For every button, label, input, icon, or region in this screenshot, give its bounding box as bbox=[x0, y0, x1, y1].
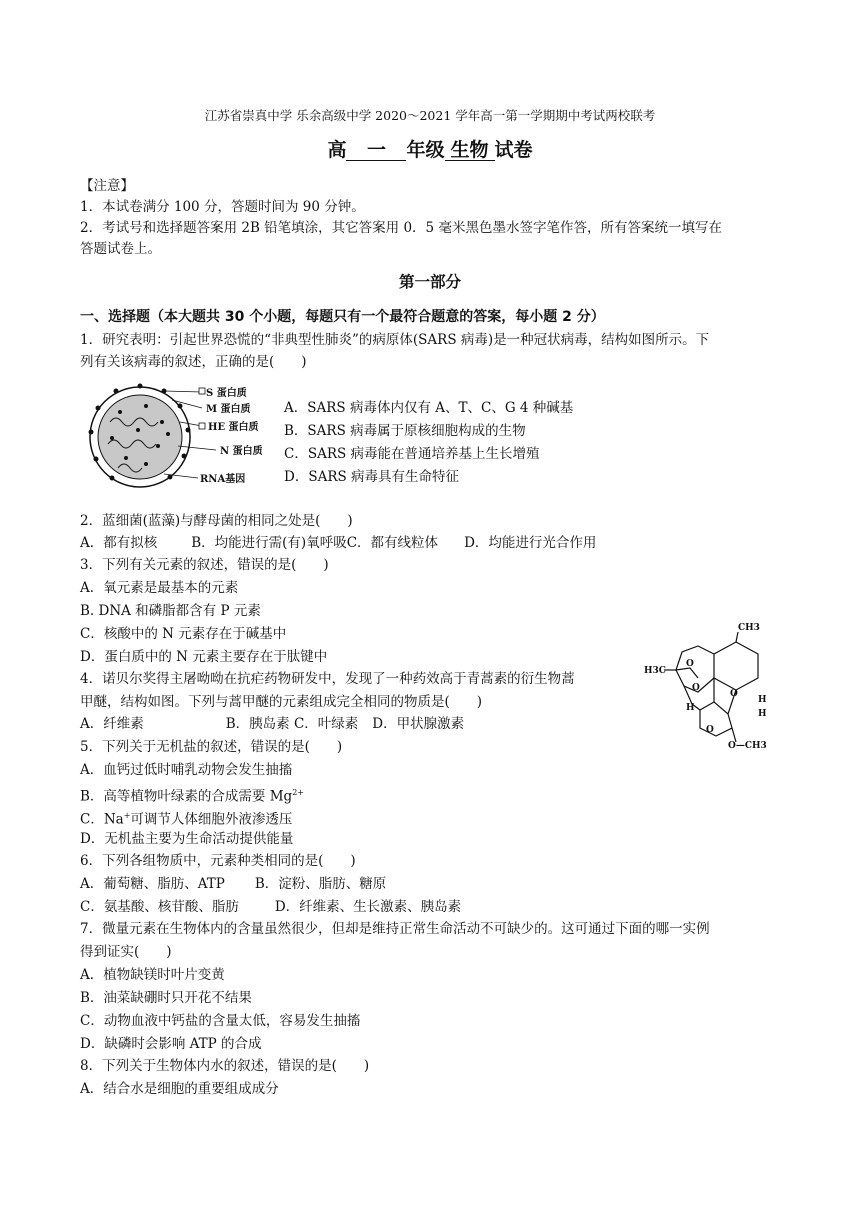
q7-option-d: D．缺磷时会影响 ATP 的合成 bbox=[80, 1036, 262, 1052]
q1-option-a: A．SARS 病毒体内仅有 A、T、C、G 4 种碱基 bbox=[284, 400, 574, 416]
chem-label-o3: O bbox=[706, 725, 714, 735]
q4-option-bc: B．胰岛素 C．叶绿素 bbox=[225, 716, 359, 732]
artemether-structure-figure bbox=[640, 616, 790, 756]
q7-option-a: A．植物缺镁时叶片变黄 bbox=[80, 967, 225, 983]
q1-stem-line1: 1．研究表明：引起世界恐慌的“非典型性肺炎”的病原体(SARS 病毒)是一种冠状病毒，结构如图所示。下 bbox=[80, 332, 710, 348]
notice-item-1: 1．本试卷满分 100 分，答题时间为 90 分钟。 bbox=[80, 199, 365, 215]
q5-option-c-sup: + bbox=[123, 811, 131, 820]
q7-stem-line2: 得到证实( ) bbox=[80, 944, 172, 960]
q1-option-c: C．SARS 病毒能在普通培养基上生长增殖 bbox=[284, 446, 540, 462]
q5-option-a: A．血钙过低时哺乳动物会发生抽搐 bbox=[80, 762, 293, 778]
q6-option-d: D．纤维素、生长激素、胰岛素 bbox=[274, 899, 462, 915]
q1-option-b: B．SARS 病毒属于原核细胞构成的生物 bbox=[284, 423, 526, 439]
q6-option-b: B．淀粉、脂肪、糖原 bbox=[254, 876, 387, 892]
q6-option-a: A．葡萄糖、脂肪、ATP bbox=[80, 876, 225, 892]
q5-option-b-sup: 2+ bbox=[292, 788, 304, 797]
part-title: 第一部分 bbox=[398, 273, 461, 291]
q6-stem: 6．下列各组物质中，元素种类相同的是( ) bbox=[80, 853, 356, 869]
q2-option-a: A．都有拟核 bbox=[80, 535, 158, 551]
q5-option-b bbox=[80, 783, 304, 807]
chem-label-o2: O bbox=[692, 683, 700, 693]
notice-item-2-cont: 答题试卷上。 bbox=[80, 241, 161, 257]
notice-item-2: 2．考试号和选择题答案用 2B 铅笔填涂，其它答案用 0．5 毫米黑色墨水签字笔作答，所有答案统一填写在 bbox=[80, 220, 722, 236]
q8-option-a: A．结合水是细胞的重要组成成分 bbox=[80, 1081, 279, 1097]
q5-option-b-text: B．高等植物叶绿素的合成需要 Mg bbox=[80, 788, 293, 805]
q7-option-c: C．动物血液中钙盐的含量太低，容易发生抽搐 bbox=[80, 1013, 361, 1029]
q4-option-a: A．纤维素 bbox=[80, 716, 144, 732]
q6-options-row1 bbox=[80, 874, 386, 894]
q2-option-b: B．均能进行需(有)氧呼吸 bbox=[191, 535, 347, 551]
q3-option-a: A．氧元素是最基本的元素 bbox=[80, 580, 239, 596]
q4-stem-line2: 甲醚，结构如图。下列与蒿甲醚的元素组成完全相同的物质是( ) bbox=[80, 694, 483, 710]
chem-label-och3: O—CH3 bbox=[728, 741, 767, 751]
q8-stem: 8．下列关于生物体内水的叙述，错误的是( ) bbox=[80, 1058, 370, 1074]
q2-stem: 2．蓝细菌(蓝藻)与酵母菌的相同之处是( ) bbox=[80, 513, 353, 529]
title-mid: 年级 bbox=[406, 139, 445, 161]
q2-options bbox=[80, 533, 596, 553]
sars-virus-figure bbox=[80, 382, 290, 492]
q7-stem-line1: 7．微量元素在生物体内的含量虽然很少，但却是维持正常生命活动不可缺少的。这可通过下面的哪一实例 bbox=[80, 921, 710, 937]
q4-option-d: D．甲状腺激素 bbox=[372, 716, 465, 732]
title-prefix: 高 bbox=[327, 139, 347, 161]
q3-option-c: C．核酸中的 N 元素存在于碱基中 bbox=[80, 626, 287, 642]
chem-label-ch3-top: CH3 bbox=[738, 623, 760, 633]
chem-label-o1: O bbox=[686, 659, 694, 669]
title-suffix: 试卷 bbox=[494, 139, 533, 161]
exam-title bbox=[0, 140, 860, 161]
q6-options-row2 bbox=[80, 897, 461, 917]
title-subject: 生物 bbox=[445, 140, 495, 161]
label-he-protein: HE 蛋白质 bbox=[208, 422, 259, 433]
exam-header: 江苏省崇真中学 乐余高级中学 2020～2021 学年高一第一学期期中考试两校联考 bbox=[204, 108, 656, 123]
chem-label-h3c: H3C bbox=[644, 666, 666, 676]
q5-option-c bbox=[80, 806, 292, 830]
q3-stem: 3．下列有关元素的叙述，错误的是( ) bbox=[80, 557, 329, 573]
q5-stem: 5．下列关于无机盐的叙述，错误的是( ) bbox=[80, 739, 343, 755]
section-heading: 一、选择题（本大题共 30 个小题，每题只有一个最符合题意的答案，每小题 2 分） bbox=[80, 309, 605, 325]
q1-option-d: D．SARS 病毒具有生命特征 bbox=[284, 469, 460, 485]
q7-option-b: B．油菜缺硼时只开花不结果 bbox=[80, 990, 252, 1006]
q4-stem-line1: 4．诺贝尔奖得主屠呦呦在抗疟药物研发中，发现了一种药效高于青蒿素的衍生物蒿 bbox=[80, 671, 575, 687]
q4-options bbox=[80, 714, 464, 734]
chem-label-h1: H bbox=[758, 695, 767, 705]
notice-heading: 【注意】 bbox=[80, 178, 134, 194]
q3-option-b: B. DNA 和磷脂都含有 P 元素 bbox=[80, 603, 261, 619]
q2-option-c: C．都有线粒体 bbox=[346, 535, 439, 551]
q3-option-d: D．蛋白质中的 N 元素主要存在于肽键中 bbox=[80, 649, 328, 665]
label-s-protein: S 蛋白质 bbox=[206, 388, 247, 399]
chem-label-h3: H bbox=[686, 703, 695, 713]
chem-label-o4: O bbox=[730, 689, 738, 699]
q1-stem-line2: 列有关该病毒的叙述，正确的是( ) bbox=[80, 354, 307, 370]
title-grade: 一 bbox=[346, 140, 406, 161]
label-rna-gene: RNA基因 bbox=[200, 474, 246, 485]
q5-option-d: D．无机盐主要为生命活动提供能量 bbox=[80, 831, 294, 847]
q2-option-d: D．均能进行光合作用 bbox=[464, 535, 597, 551]
q5-option-c-post: 可调节人体细胞外液渗透压 bbox=[130, 811, 293, 828]
q6-option-c: C．氨基酸、核苷酸、脂肪 bbox=[80, 899, 239, 915]
label-m-protein: M 蛋白质 bbox=[206, 404, 251, 415]
label-n-protein: N 蛋白质 bbox=[220, 446, 263, 457]
q5-option-c-pre: C．Na bbox=[80, 811, 124, 828]
chem-label-h2: H bbox=[758, 709, 767, 719]
